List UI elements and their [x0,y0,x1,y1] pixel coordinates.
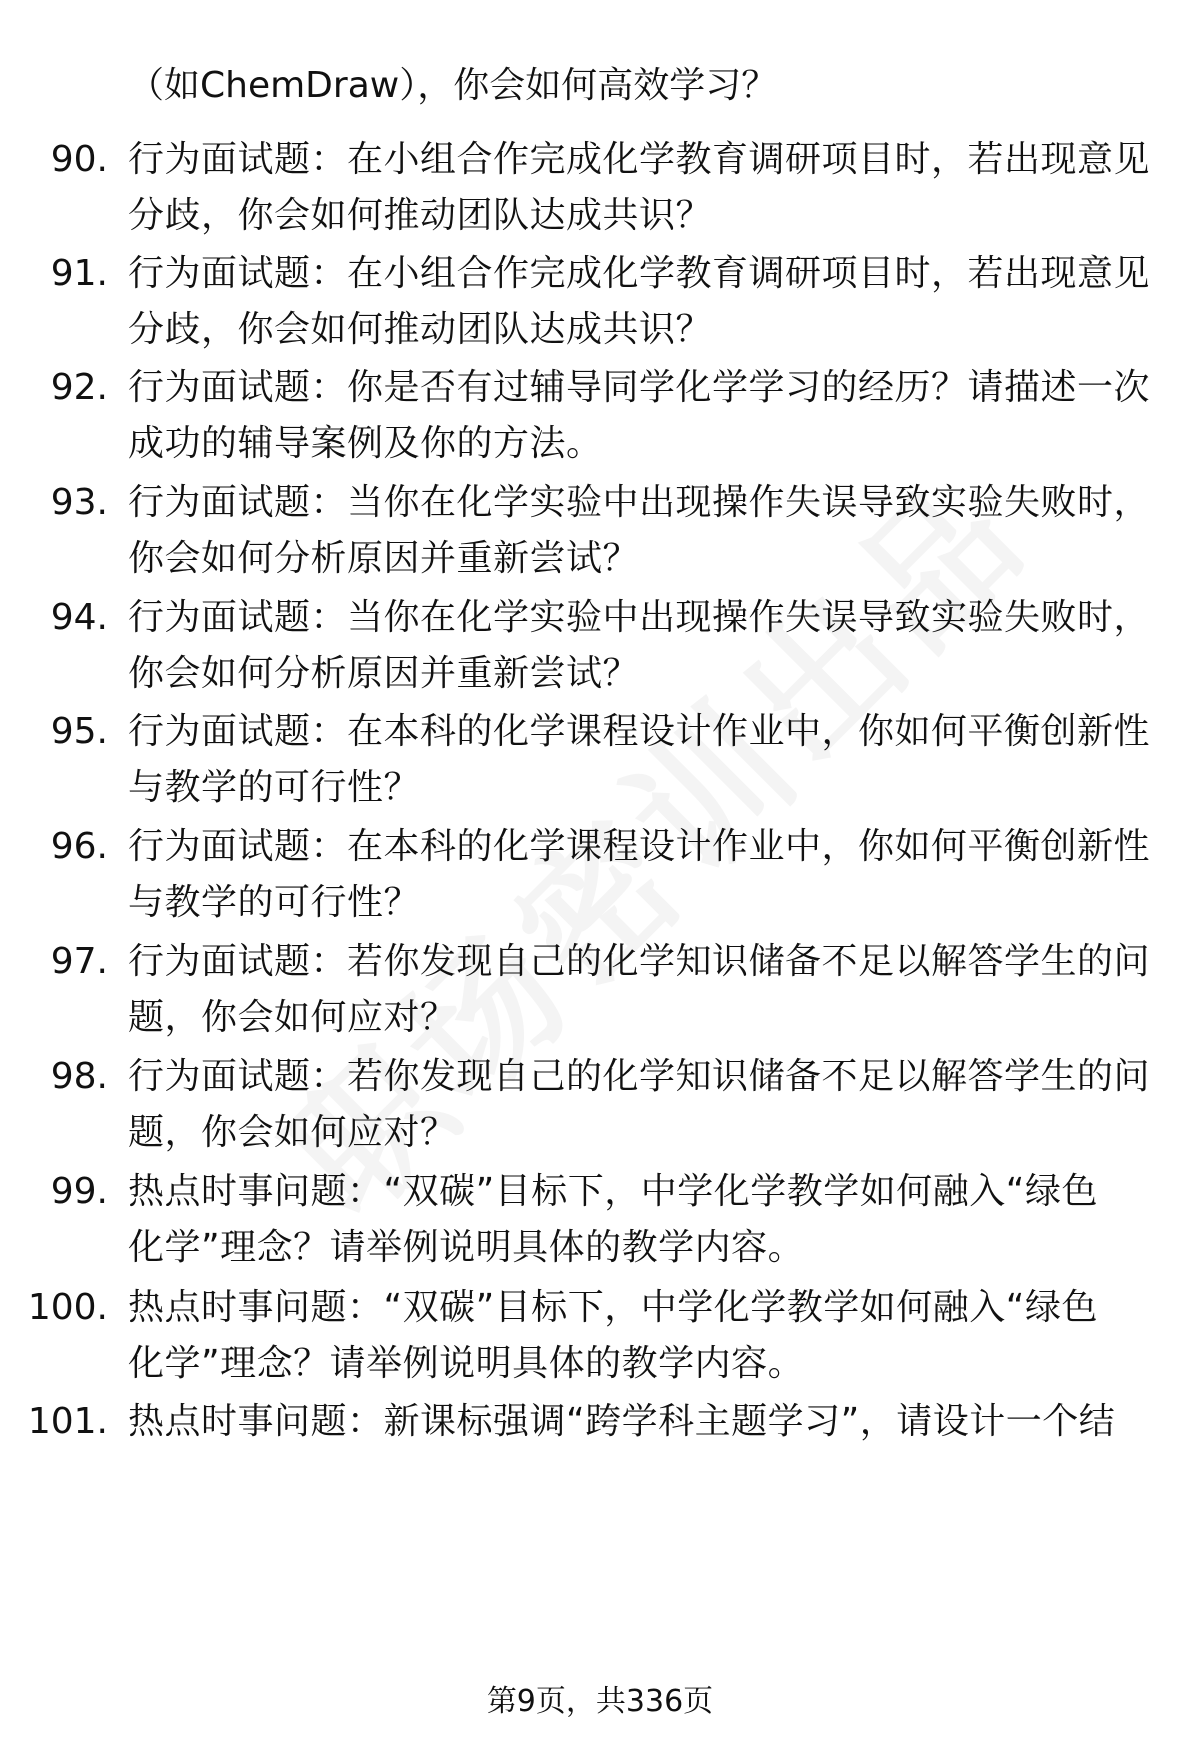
question-number: 98. [50,1056,108,1097]
question-number: 90. [50,139,108,180]
question-text-line: 与教学的可行性？ [128,767,421,808]
question-text [128,1049,1151,1161]
question-text-line: 题，你会如何应对？ [128,1112,457,1153]
question-number: 93. [50,482,108,523]
question-number: 97. [50,941,108,982]
question-number: 94. [50,597,108,638]
question-text-line: 行为面试题：你是否有过辅导同学化学学习的经历？请描述一次 [128,367,1151,408]
question-text-line: 你会如何分析原因并重新尝试？ [128,538,640,579]
question-text-line: 行为面试题：当你在化学实验中出现操作失误导致实验失败时， [128,482,1151,523]
question-text [128,475,1151,587]
question-text [128,704,1151,816]
question-text-line: 与教学的可行性？ [128,882,421,923]
continued-question-text: （如ChemDraw），你会如何高效学习？ [128,65,778,106]
question-text-line: 题，你会如何应对？ [128,997,457,1038]
question-text [128,246,1151,358]
question-text [128,360,1151,472]
question-text-line: 热点时事问题：“双碳”目标下，中学化学教学如何融入“绿色 [128,1287,1098,1328]
question-text [128,590,1151,702]
question-text-line: 行为面试题：在小组合作完成化学教育调研项目时，若出现意见 [128,139,1151,180]
question-text-line: 分歧，你会如何推动团队达成共识？ [128,195,713,236]
question-text [128,934,1151,1046]
question-text-line: 行为面试题：若你发现自己的化学知识储备不足以解答学生的问 [128,1056,1151,1097]
question-text-line: 热点时事问题：新课标强调“跨学科主题学习”，请设计一个结 [128,1401,1116,1442]
page-footer: 第9页，共336页 [486,1684,714,1719]
question-text [128,1164,1138,1276]
question-text-line: 化学”理念？请举例说明具体的教学内容。 [128,1343,805,1384]
question-number: 92. [50,367,108,408]
question-number: 99. [50,1171,108,1212]
question-text-line: 分歧，你会如何推动团队达成共识？ [128,309,713,350]
question-text-line: 行为面试题：在本科的化学课程设计作业中，你如何平衡创新性 [128,711,1151,752]
question-text-line: 行为面试题：在本科的化学课程设计作业中，你如何平衡创新性 [128,826,1151,867]
question-text-line: 热点时事问题：“双碳”目标下，中学化学教学如何融入“绿色 [128,1171,1098,1212]
question-text-line: 行为面试题：在小组合作完成化学教育调研项目时，若出现意见 [128,253,1151,294]
question-text-line: 成功的辅导案例及你的方法。 [128,423,603,464]
question-number: 101. [27,1401,108,1442]
question-number: 95. [50,711,108,752]
question-number: 100. [27,1287,108,1328]
question-text-line: 化学”理念？请举例说明具体的教学内容。 [128,1227,805,1268]
question-text [128,132,1151,244]
question-text-line: 行为面试题：若你发现自己的化学知识储备不足以解答学生的问 [128,941,1151,982]
question-text [128,819,1151,931]
question-number: 91. [50,253,108,294]
question-text [128,1394,1138,1450]
question-text-line: 行为面试题：当你在化学实验中出现操作失误导致实验失败时， [128,597,1151,638]
question-number: 96. [50,826,108,867]
question-text [128,1280,1138,1392]
question-text-line: 你会如何分析原因并重新尝试？ [128,653,640,694]
